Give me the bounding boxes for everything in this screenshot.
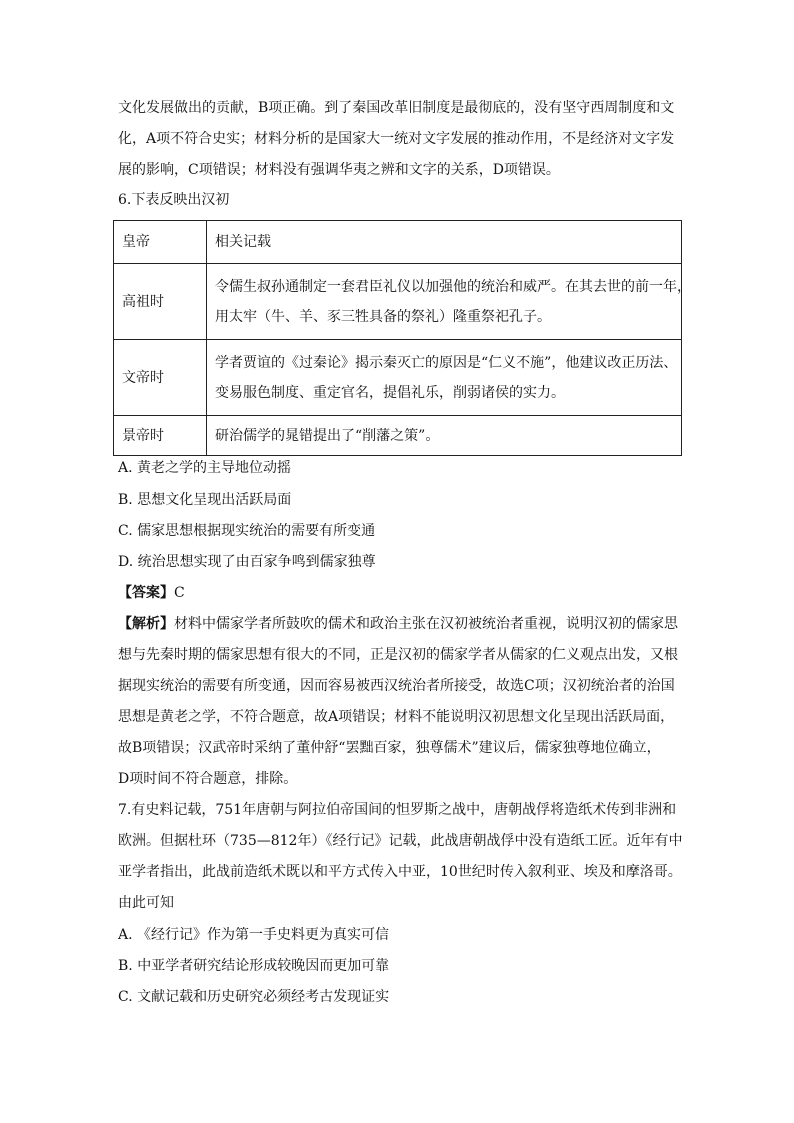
table-cell-line: 研治儒学的晁错提出了“削藩之策”。 xyxy=(215,427,440,444)
question-7-stem-line-3: 亚学者指出，此战前造纸术既以和平方式传入中亚，10世纪时传入叙利亚、埃及和摩洛哥。 xyxy=(118,864,682,880)
table-cell-line: 用太牢（牛、羊、豕三牲具备的祭礼）隆重祭祀孔子。 xyxy=(215,308,551,325)
question-7-stem-line-4: 由此可知 xyxy=(118,895,174,911)
question-6-option-c: C. 儒家思想根据现实统治的需要有所变通 xyxy=(118,523,376,539)
table-header-record: 相关记载 xyxy=(207,221,682,264)
table-cell-record xyxy=(207,264,691,340)
analysis-label: 【解析】 xyxy=(118,616,174,632)
answer-value: C xyxy=(174,585,185,601)
question-6-analysis-line-3: 据现实统治的需要有所变通，因而容易被西汉统治者所接受，故选C项；汉初统治者的治国 xyxy=(118,678,675,694)
table-header-emperor: 皇帝 xyxy=(114,221,207,264)
table-cell-line: 学者贾谊的《过秦论》揭示秦灭亡的原因是“仁义不施”，他建议改正历法、 xyxy=(215,354,678,371)
question-6-analysis-line-2: 想与先秦时期的儒家思想有很大的不同，正是汉初的儒家学者从儒家的仁义观点出发，又根 xyxy=(118,647,678,663)
question-6-answer xyxy=(118,583,688,603)
question-7-stem-line-1: 7.有史料记载，751年唐朝与阿拉伯帝国间的怛罗斯之战中，唐朝战俘将造纸术传到非洲和 xyxy=(118,802,677,818)
question-6-option-b: B. 思想文化呈现出活跃局面 xyxy=(118,492,292,508)
question-6-table xyxy=(113,220,691,456)
question-7-option-b: B. 中亚学者研究结论形成较晚因而更加可靠 xyxy=(118,958,390,974)
intro-line-3: 展的影响，C项错误；材料没有强调华夷之辨和文字的关系，D项错误。 xyxy=(118,162,560,178)
question-6-analysis-line-4: 思想是黄老之学，不符合题意，故A项错误；材料不能说明汉初思想文化呈现出活跃局面， xyxy=(118,709,675,725)
question-6-option-a: A. 黄老之学的主导地位动摇 xyxy=(118,460,292,476)
table-cell-record xyxy=(207,416,682,456)
answer-label: 【答案】 xyxy=(118,585,174,601)
table-cell-emperor: 文帝时 xyxy=(114,340,207,416)
table-cell-line: 令儒生叔孙通制定一套君臣礼仪以加强他的统治和威严。在其去世的前一年， xyxy=(215,278,691,295)
question-6-option-d: D. 统治思想实现了由百家争鸣到儒家独尊 xyxy=(118,554,376,570)
table-cell-emperor: 高祖时 xyxy=(114,264,207,340)
table-cell-record xyxy=(207,340,682,416)
question-7-stem-line-2: 欧洲。但据杜环（735—812年）《经行记》记载，此战唐朝战俘中没有造纸工匠。近年有中 xyxy=(118,833,683,849)
table-row xyxy=(114,416,682,456)
question-6-analysis-line-5: 故B项错误；汉武帝时采纳了董仲舒“罢黜百家，独尊儒术”建议后，儒家独尊地位确立， xyxy=(118,740,661,756)
question-6-analysis-line-6: D项时间不符合题意，排除。 xyxy=(118,771,298,787)
question-6-analysis-line-1 xyxy=(118,614,688,634)
table-row xyxy=(114,264,682,340)
table-row xyxy=(114,340,682,416)
intro-line-1: 文化发展做出的贡献，B项正确。到了秦国改革旧制度是最彻底的，没有坚守西周制度和文 xyxy=(118,100,675,116)
intro-line-2: 化，A项不符合史实；材料分析的是国家大一统对文字发展的推动作用，不是经济对文字发 xyxy=(118,131,675,147)
question-6-stem: 6.下表反映出汉初 xyxy=(118,192,230,208)
table-header-row xyxy=(114,221,682,264)
table-cell-line: 变易服色制度、重定官名，提倡礼乐，削弱诸侯的实力。 xyxy=(215,384,565,401)
question-7-option-a: A. 《经行记》作为第一手史料更为真实可信 xyxy=(118,927,390,943)
question-7-option-c: C. 文献记载和历史研究必须经考古发现证实 xyxy=(118,989,390,1005)
table-cell-emperor: 景帝时 xyxy=(114,416,207,456)
analysis-text: 材料中儒家学者所鼓吹的儒术和政治主张在汉初被统治者重视，说明汉初的儒家思 xyxy=(174,616,678,632)
